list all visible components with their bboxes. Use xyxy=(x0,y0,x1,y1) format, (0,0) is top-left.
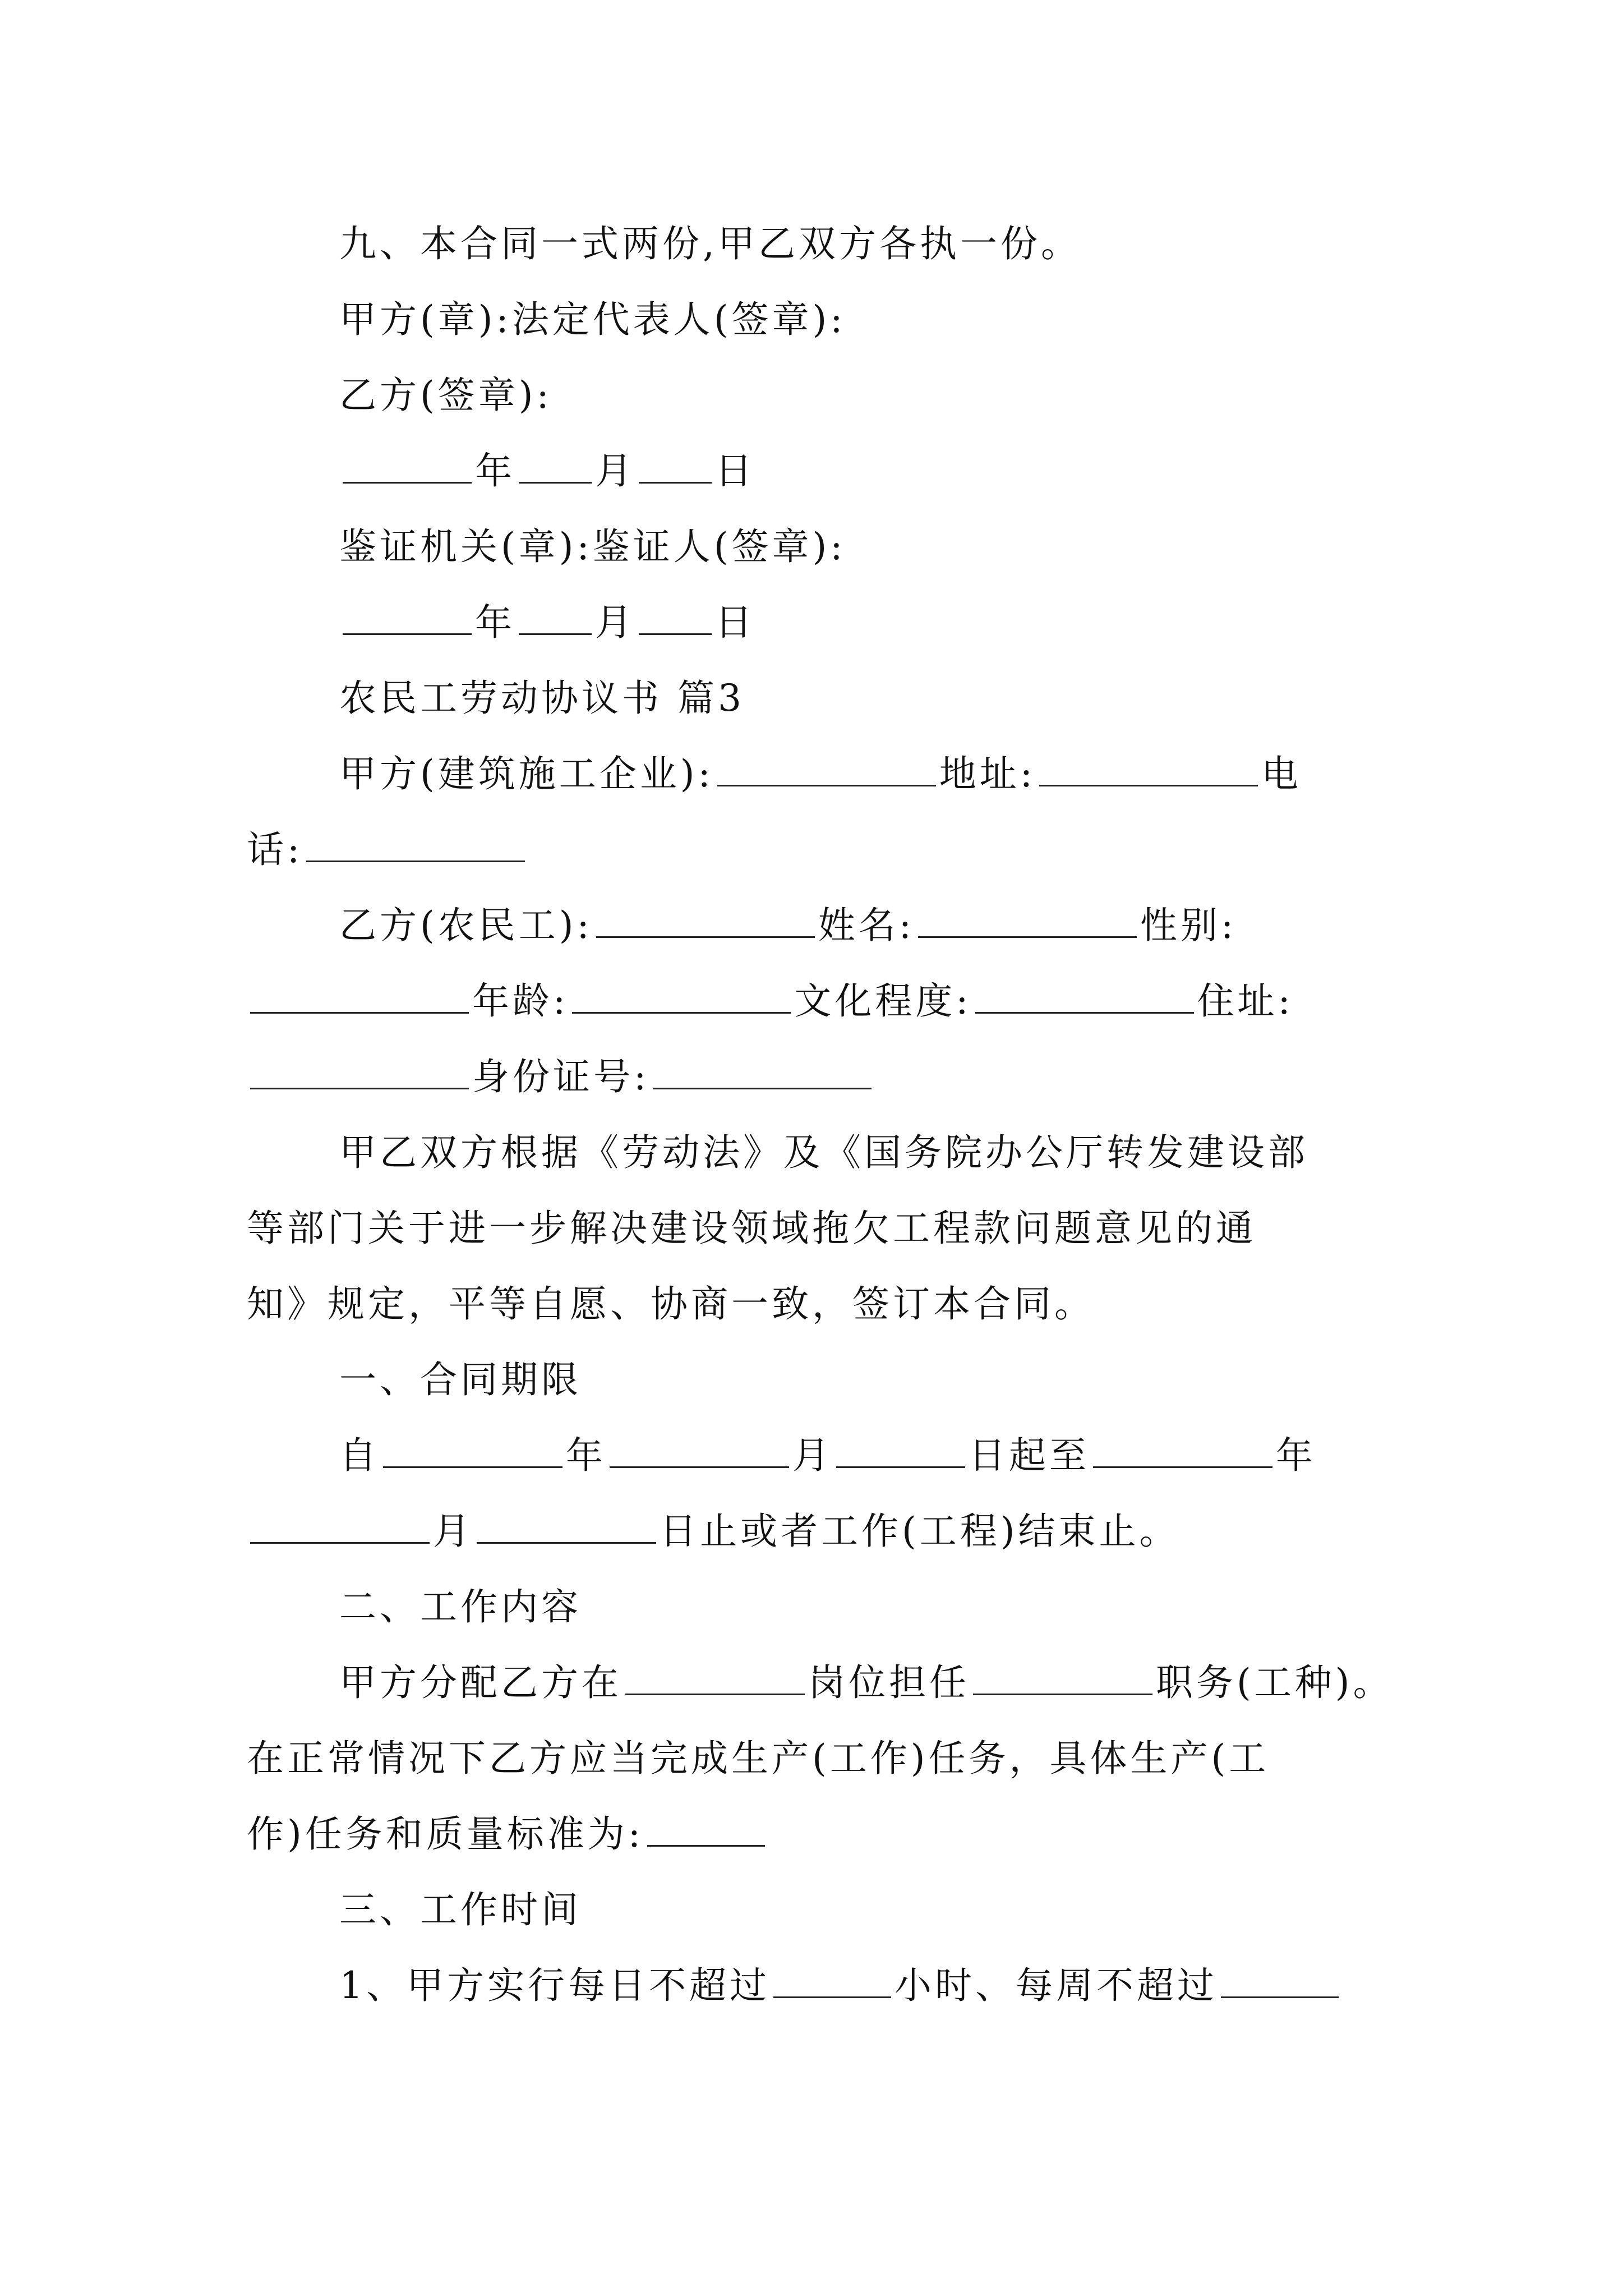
residence-label: 住址: xyxy=(1197,979,1294,1023)
daily-hours-label: 1、甲方实行每日不超过 xyxy=(339,1964,770,2007)
start-year-label: 年 xyxy=(566,1434,606,1477)
address-blank xyxy=(1039,750,1258,786)
year-blank xyxy=(343,447,472,484)
work-content-line-3 xyxy=(247,1809,768,1860)
quality-standard-blank xyxy=(647,1810,765,1847)
party-b-blank xyxy=(596,901,815,938)
work-time-line-1 xyxy=(339,1961,1342,2011)
end-month-blank xyxy=(250,1507,430,1544)
heading-work-content: 二、工作内容 xyxy=(339,1585,582,1628)
preamble-line-1: 甲乙双方根据《劳动法》及《国务院办公厅转发建设部 xyxy=(339,1131,1308,1174)
id-number-blank xyxy=(653,1053,872,1089)
end-day-label: 日止或者工作(工程)结束止。 xyxy=(660,1510,1180,1553)
day-label: 日 xyxy=(715,449,755,493)
gender-label: 性别: xyxy=(1140,904,1237,947)
id-number-label: 身份证号: xyxy=(472,1055,650,1098)
heading-work-time: 三、工作时间 xyxy=(339,1888,582,1931)
work-content-line-2: 在正常情况下乙方应当完成生产(工作)任务，具体生产(工 xyxy=(247,1737,1270,1780)
month-label: 月 xyxy=(595,449,635,493)
phone-line xyxy=(247,825,528,875)
year-label: 年 xyxy=(475,601,515,644)
from-label: 自 xyxy=(339,1434,380,1477)
work-content-line-1 xyxy=(339,1658,1394,1708)
weekly-hours-blank xyxy=(1221,1962,1339,1998)
clause-nine: 九、本合同一式两份,甲乙双方各执一份。 xyxy=(339,222,1081,265)
day-blank xyxy=(639,447,712,484)
party-b-info-line xyxy=(339,900,1237,951)
preamble-line-3: 知》规定，平等自愿、协商一致，签订本合同。 xyxy=(247,1282,1095,1326)
day-label: 日 xyxy=(715,601,755,644)
party-a-signature-line: 甲方(章):法定代表人(签章): xyxy=(339,298,846,341)
phone-label-end: 话: xyxy=(247,828,303,871)
weekly-hours-label: 小时、每周不超过 xyxy=(895,1964,1218,2007)
job-type-label: 职务(工种)。 xyxy=(1156,1661,1394,1704)
education-blank xyxy=(975,977,1194,1014)
quality-standard-label: 作)任务和质量标准为: xyxy=(247,1812,644,1856)
residence-blank xyxy=(250,1053,469,1089)
id-number-line xyxy=(247,1052,875,1102)
gender-blank xyxy=(250,977,469,1014)
education-label: 文化程度: xyxy=(794,979,972,1023)
name-label: 姓名: xyxy=(818,904,915,947)
start-month-label: 月 xyxy=(792,1434,833,1477)
preamble-line-2: 等部门关于进一步解决建设领域拖欠工程款问题意见的通 xyxy=(247,1207,1256,1250)
year-label: 年 xyxy=(475,449,515,493)
notary-signature-line: 鉴证机关(章):鉴证人(签章): xyxy=(339,525,846,568)
heading-contract-term: 一、合同期限 xyxy=(339,1358,582,1401)
start-month-blank xyxy=(610,1432,789,1468)
party-a-label: 甲方(建筑施工企业): xyxy=(339,752,714,795)
start-day-label: 日起至 xyxy=(969,1434,1090,1477)
job-blank xyxy=(973,1659,1152,1695)
party-b-signature-line: 乙方(签章): xyxy=(339,374,552,417)
notary-date-line xyxy=(339,597,755,648)
party-a-info-line xyxy=(339,749,1302,799)
party-b-details-line xyxy=(247,976,1294,1027)
month-blank xyxy=(519,599,592,635)
start-day-blank xyxy=(836,1432,965,1468)
name-blank xyxy=(918,901,1137,938)
month-label: 月 xyxy=(595,601,635,644)
end-year-blank xyxy=(1093,1432,1272,1468)
serve-as-label: 岗位担任 xyxy=(808,1661,970,1704)
year-blank xyxy=(343,599,472,635)
month-blank xyxy=(519,447,592,484)
party-b-label: 乙方(农民工): xyxy=(339,904,593,947)
contract-term-line-1 xyxy=(339,1430,1316,1481)
start-year-blank xyxy=(383,1432,562,1468)
daily-hours-blank xyxy=(773,1962,891,1998)
end-year-label: 年 xyxy=(1276,1434,1316,1477)
age-label: 年龄: xyxy=(472,979,569,1023)
signature-date-line xyxy=(339,446,755,496)
assignment-label: 甲方分配乙方在 xyxy=(339,1661,622,1704)
age-blank xyxy=(572,977,791,1014)
end-month-label: 月 xyxy=(433,1510,473,1553)
contract-term-line-2 xyxy=(247,1506,1180,1557)
party-a-blank xyxy=(717,750,936,786)
day-blank xyxy=(639,599,712,635)
post-blank xyxy=(625,1659,805,1695)
address-label: 地址: xyxy=(939,752,1036,795)
phone-blank xyxy=(306,826,525,862)
phone-label-start: 电 xyxy=(1261,752,1302,795)
section-heading: 农民工劳动协议书 篇3 xyxy=(339,677,745,720)
end-day-blank xyxy=(477,1507,656,1544)
